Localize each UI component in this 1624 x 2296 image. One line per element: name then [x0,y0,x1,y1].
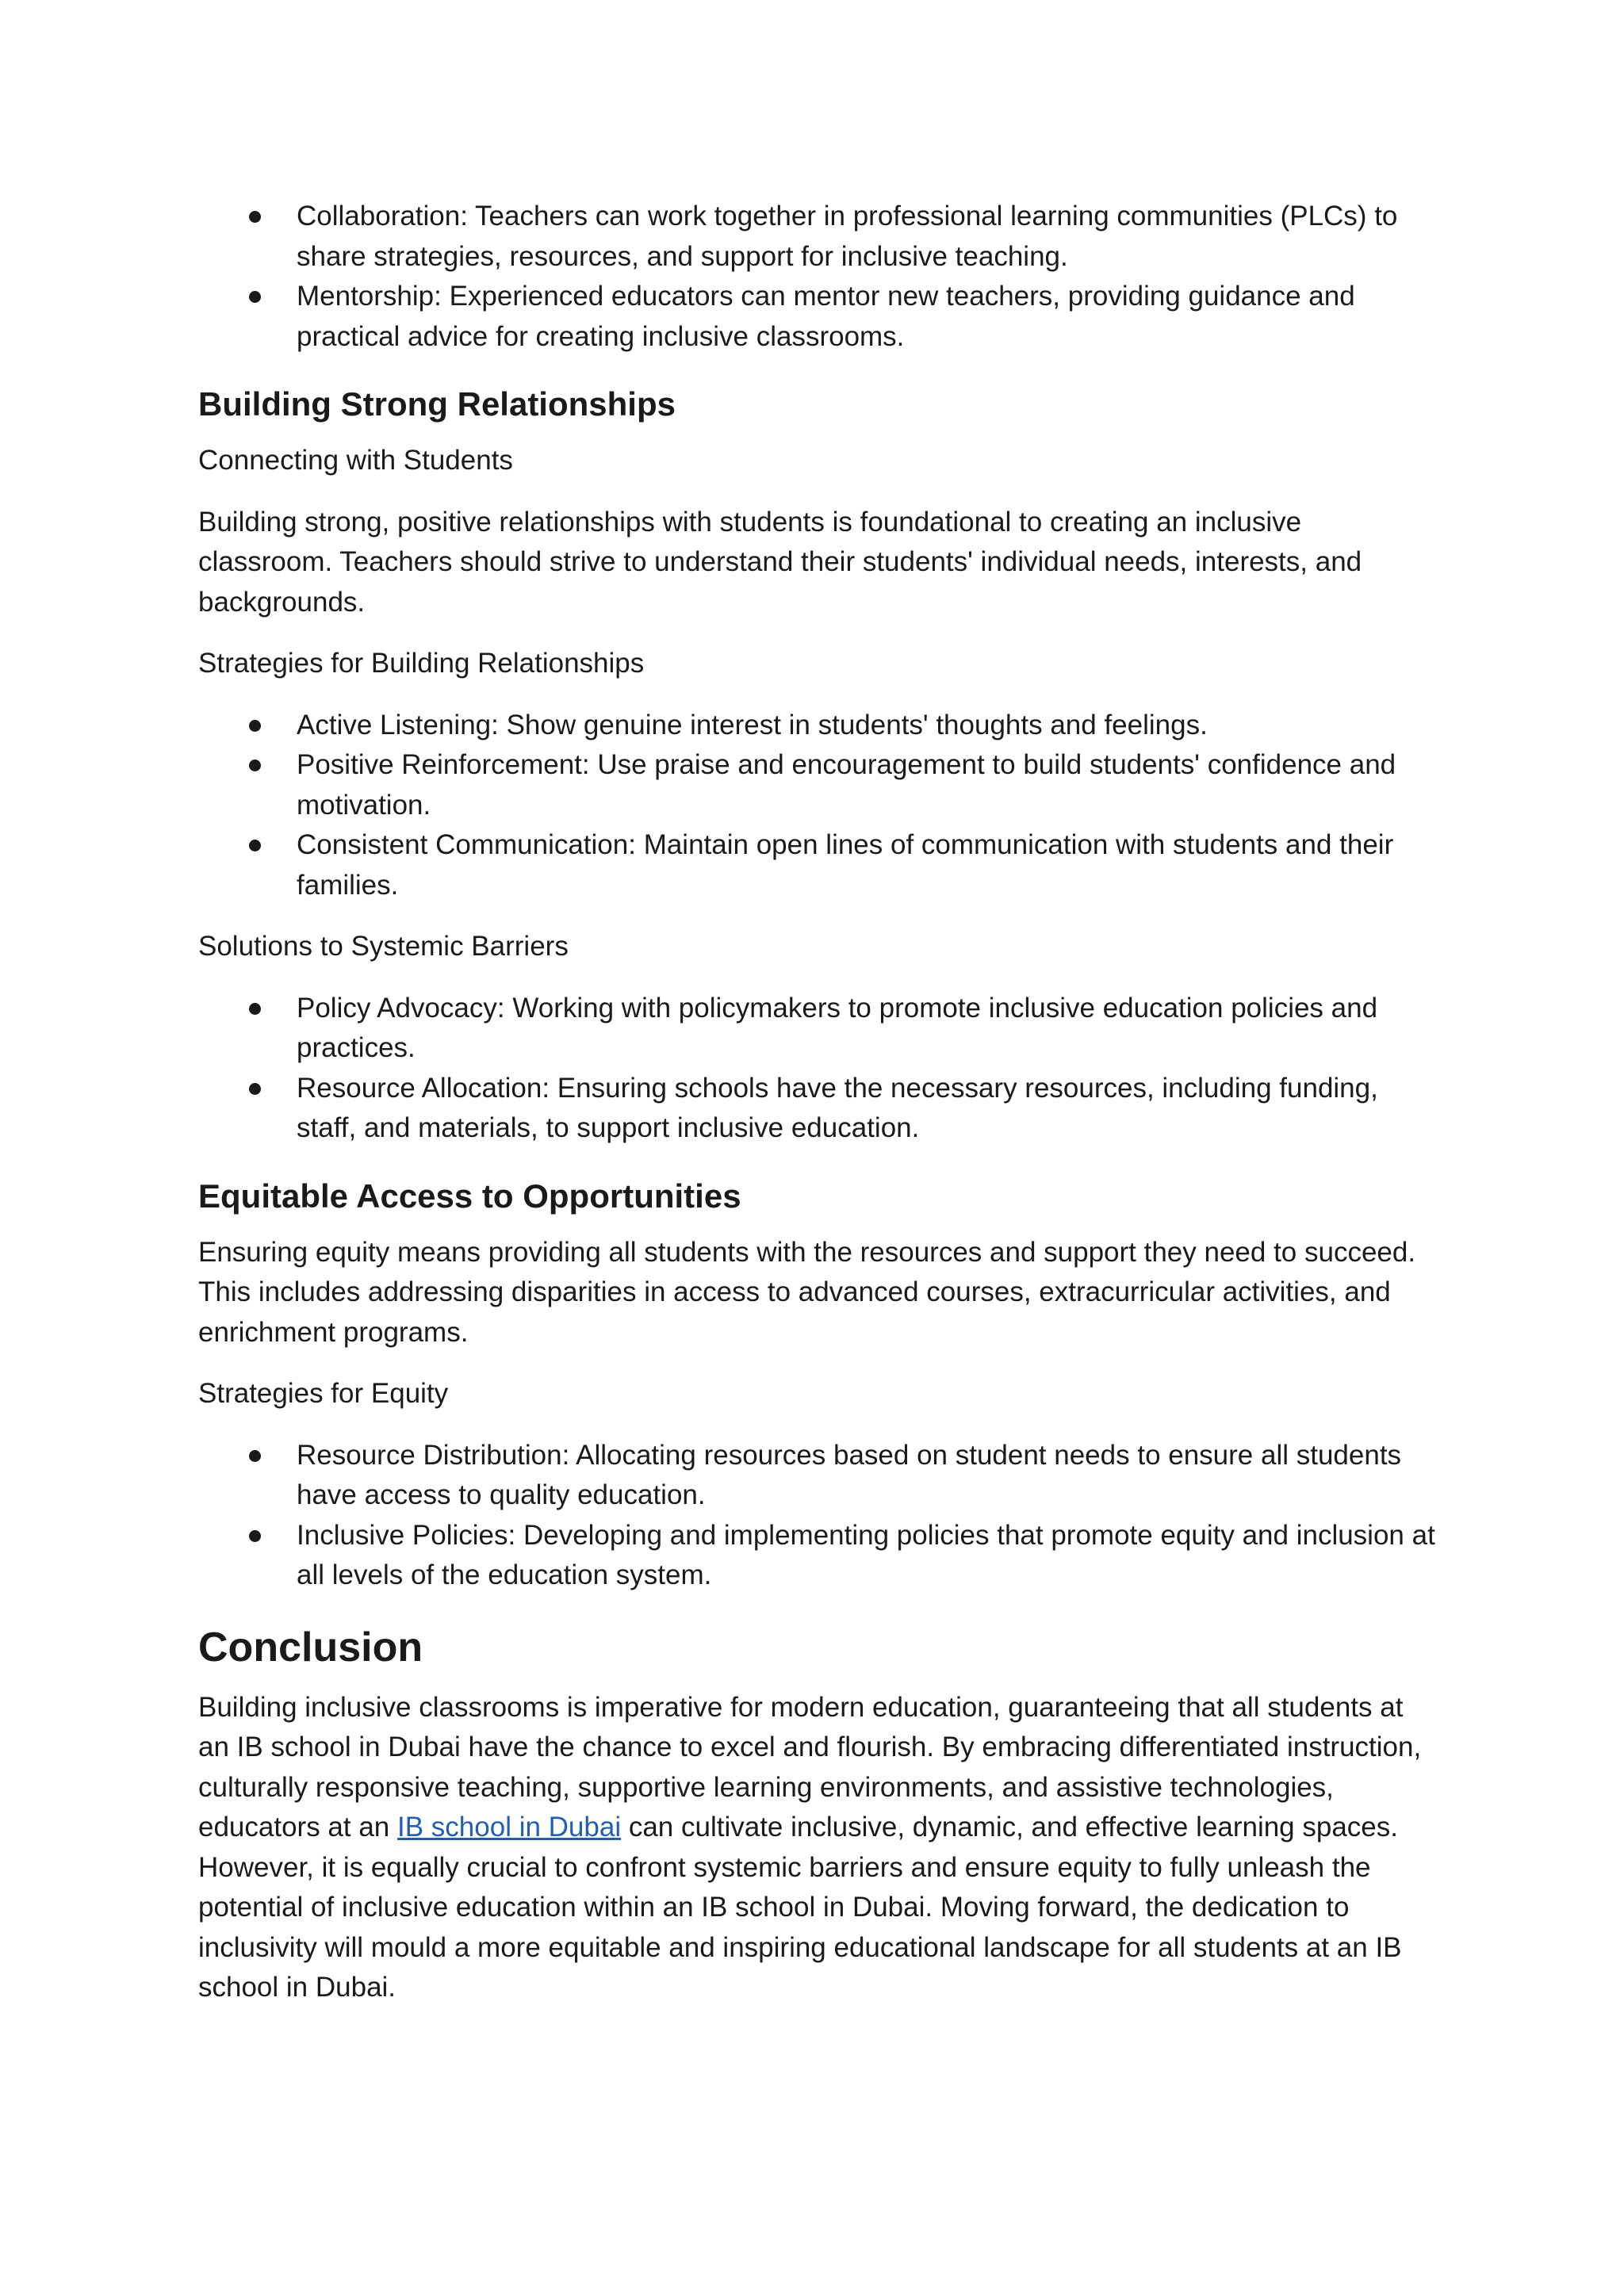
list-item [198,989,1439,1069]
list-item-text: Resource Distribution: Allocating resources based on student needs to ensure all students have access to quality education. [297,1439,1402,1510]
list-item-text: Consistent Communication: Maintain open lines of communication with students and their families. [297,829,1394,901]
bullet-icon [249,1530,261,1542]
list-item-text: Resource Allocation: Ensuring schools have the necessary resources, including funding, staff, and materials, to support inclusive education. [297,1072,1378,1143]
conclusion-text-before-link: Building inclusive classrooms is imperative for modern education, guaranteeing that all students at an IB school in Dubai have the chance to excel and flourish. By embracing differentiated instruction, culturally responsive teaching, supportive learning environments, and assistive technologies, educators at an [198,1691,1422,1843]
section-heading-relationships: Building Strong Relationships [198,385,676,423]
equity-strategies-list [198,1436,1439,1596]
bullet-icon [249,1003,261,1015]
list-item [198,1436,1439,1516]
bullet-icon [249,720,261,732]
bullet-icon [249,1083,261,1095]
strategies-equity-label: Strategies for Equity [198,1378,449,1409]
systemic-barriers-label: Solutions to Systemic Barriers [198,931,569,962]
strategies-relationships-label: Strategies for Building Relationships [198,648,645,679]
conclusion-heading: Conclusion [198,1624,423,1670]
list-item [198,1069,1439,1149]
list-item-text: Collaboration: Teachers can work together in professional learning communities (PLCs) to share strategies, resources, and support for inclusive teaching. [297,201,1398,272]
relationship-strategies-list [198,706,1439,906]
section-heading-equity: Equitable Access to Opportunities [198,1177,741,1215]
list-item-text: Inclusive Policies: Developing and implementing policies that promote equity and inclusion at all levels of the education system. [297,1519,1435,1590]
list-item [198,1516,1439,1596]
subheading-connecting: Connecting with Students [198,445,513,476]
list-item [198,277,1439,357]
conclusion-paragraph [198,1688,1439,2008]
relationships-paragraph: Building strong, positive relationships with students is foundational to creating an inclusive classroom. Teachers should strive to understand their students' individual needs, interests, and backgrounds. [198,506,1362,618]
bullet-icon [249,1450,261,1462]
list-item-text: Positive Reinforcement: Use praise and encouragement to build students' confidence and motivation. [297,749,1396,821]
list-item-text: Policy Advocacy: Working with policymakers to promote inclusive education policies and practices. [297,992,1378,1063]
conclusion-text-after-link: can cultivate inclusive, dynamic, and effective learning spaces. However, it is equally crucial to confront systemic barriers and ensure equity to fully unleash the potential of inclusive education within an IB school in Dubai. Moving forward, the dedication to inclusivity will mould a more equitable and inspiring educational landscape for all students at an IB school in Dubai. [198,1812,1402,2003]
equity-paragraph: Ensuring equity means providing all students with the resources and support they need to succeed. This includes addressing disparities in access to advanced courses, extracurricular activities, and enrichment programs. [198,1236,1416,1348]
ib-school-link[interactable]: IB school in Dubai [397,1812,622,1843]
systemic-barriers-list [198,989,1439,1149]
bullet-icon [249,211,261,223]
list-item [198,745,1439,825]
bullet-icon [249,291,261,303]
bullet-icon [249,840,261,851]
list-item [198,197,1439,277]
document-page [198,197,1439,2008]
list-item [198,706,1439,746]
bullet-icon [249,760,261,771]
list-item-text: Active Listening: Show genuine interest in students' thoughts and feelings. [297,709,1208,740]
collaboration-list [198,197,1439,357]
list-item-text: Mentorship: Experienced educators can mentor new teachers, providing guidance and practical advice for creating inclusive classrooms. [297,281,1355,352]
list-item [198,825,1439,905]
